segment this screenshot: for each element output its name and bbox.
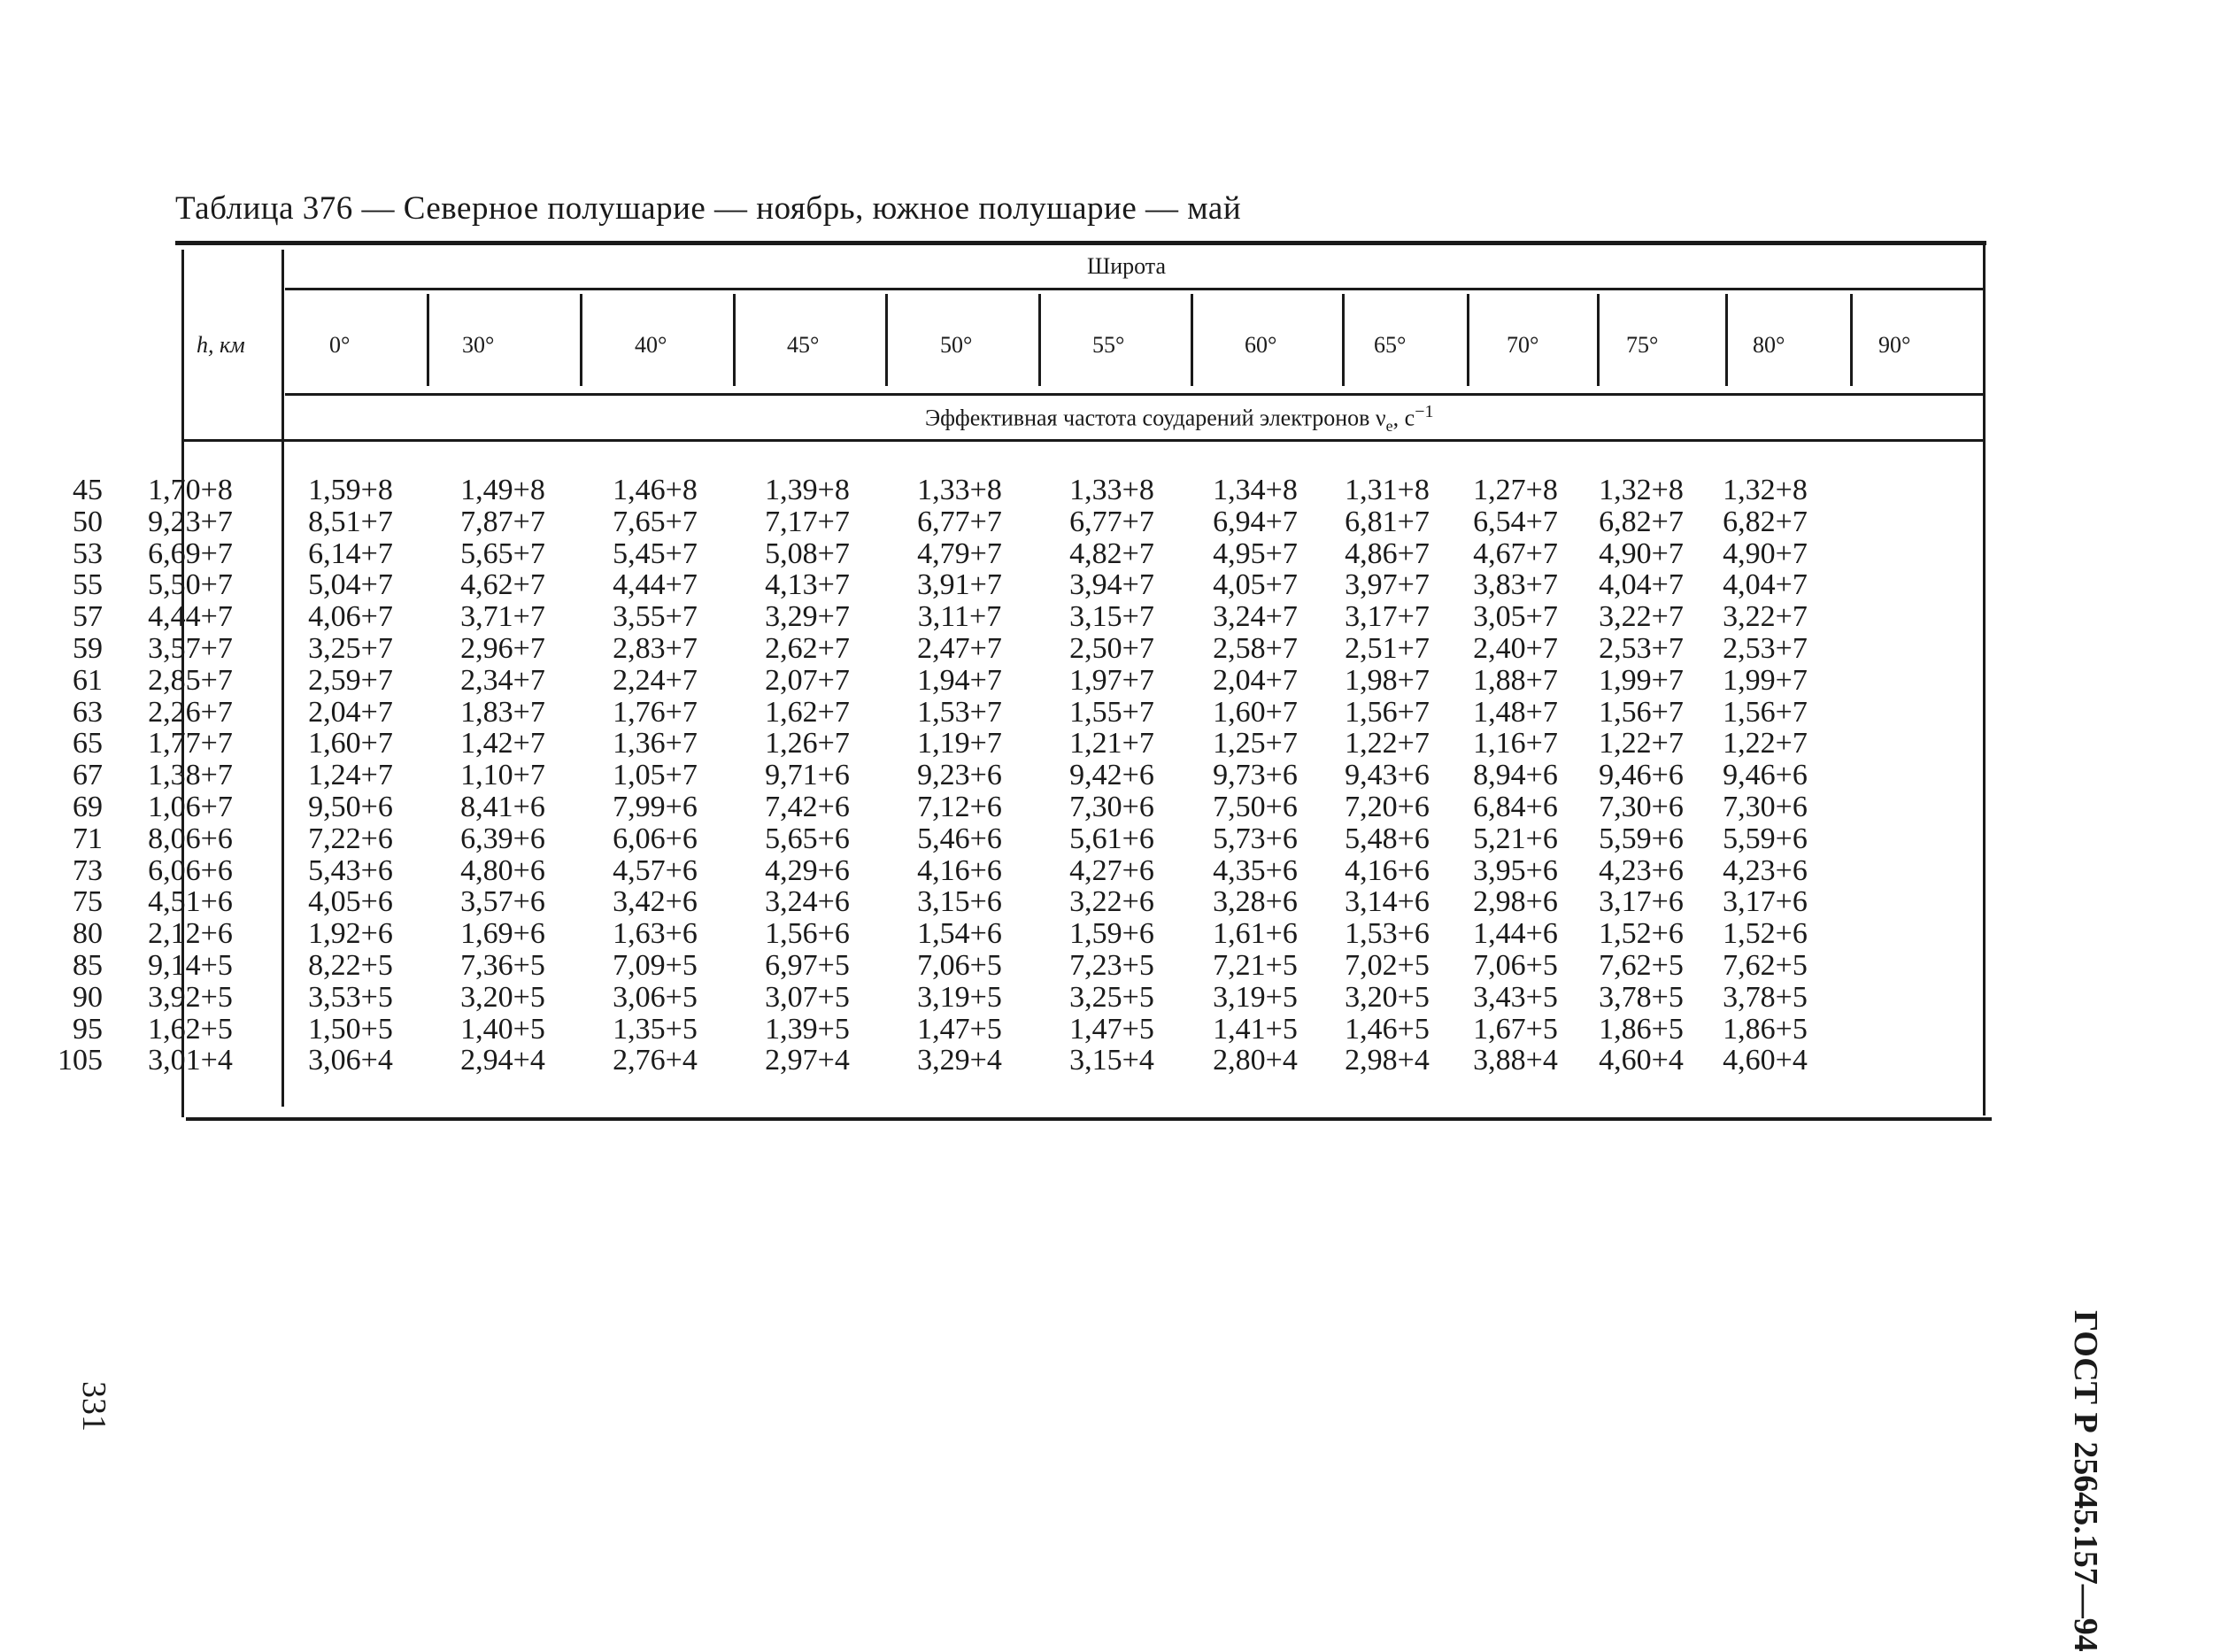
- value-cell: 6,77+7: [917, 505, 1002, 538]
- quantity-subscript: e: [1385, 416, 1393, 435]
- table-body: [0, 475, 1988, 1077]
- value-cell: 1,19+7: [917, 727, 1002, 760]
- value-cell: 1,52+6: [1723, 917, 1808, 951]
- value-cell: 1,63+6: [613, 917, 698, 951]
- value-cell: 1,05+7: [613, 759, 698, 792]
- value-cell: 3,15+6: [917, 885, 1002, 919]
- value-cell: 1,59+6: [1069, 917, 1154, 951]
- value-cell: 1,49+8: [460, 474, 545, 506]
- height-cell: 95: [73, 1012, 103, 1046]
- value-cell: 4,60+4: [1723, 1044, 1808, 1077]
- latitude-column-divider: [1191, 294, 1193, 386]
- value-cell: 4,23+6: [1723, 853, 1808, 887]
- value-cell: 2,98+6: [1473, 885, 1558, 919]
- value-cell: 7,62+5: [1723, 948, 1808, 982]
- value-cell: 2,07+7: [765, 663, 850, 697]
- latitude-column-divider: [1342, 294, 1345, 386]
- latitude-column-divider: [427, 294, 429, 386]
- value-cell: 2,76+4: [613, 1044, 698, 1077]
- height-cell: 53: [73, 537, 103, 570]
- value-cell: 1,55+7: [1069, 695, 1154, 729]
- latitude-header-cell: 55°: [1092, 332, 1125, 358]
- value-cell: 7,22+6: [308, 822, 393, 855]
- value-cell: 7,12+6: [917, 790, 1002, 823]
- value-cell: 9,43+6: [1345, 759, 1430, 792]
- value-cell: 1,32+8: [1723, 474, 1808, 506]
- value-cell: 2,26+7: [148, 695, 233, 729]
- value-cell: 3,24+7: [1213, 600, 1298, 634]
- value-cell: 4,04+7: [1723, 568, 1808, 602]
- value-cell: 1,56+7: [1345, 695, 1430, 729]
- value-cell: 1,59+8: [308, 474, 393, 506]
- value-cell: 3,29+7: [765, 600, 850, 634]
- value-cell: 5,21+6: [1473, 822, 1558, 855]
- value-cell: 3,17+7: [1345, 600, 1430, 634]
- value-cell: 4,86+7: [1345, 537, 1430, 570]
- value-cell: 4,90+7: [1599, 537, 1684, 570]
- value-cell: 3,29+4: [917, 1044, 1002, 1077]
- value-cell: 1,86+5: [1599, 1012, 1684, 1046]
- value-cell: 2,58+7: [1213, 631, 1298, 665]
- value-cell: 3,25+7: [308, 631, 393, 665]
- value-cell: 5,48+6: [1345, 822, 1430, 855]
- height-cell: 105: [58, 1044, 103, 1077]
- value-cell: 4,13+7: [765, 568, 850, 602]
- value-cell: 7,02+5: [1345, 948, 1430, 982]
- value-cell: 3,15+7: [1069, 600, 1154, 634]
- value-cell: 1,88+7: [1473, 663, 1558, 697]
- value-cell: 2,83+7: [613, 631, 698, 665]
- value-cell: 7,65+7: [613, 505, 698, 538]
- value-cell: 9,73+6: [1213, 759, 1298, 792]
- value-cell: 4,05+6: [308, 885, 393, 919]
- value-cell: 1,77+7: [148, 727, 233, 760]
- value-cell: 4,90+7: [1723, 537, 1808, 570]
- latitude-column-divider: [1850, 294, 1853, 386]
- value-cell: 3,20+5: [1345, 980, 1430, 1014]
- value-cell: 5,65+7: [460, 537, 545, 570]
- quantity-unit: , с: [1392, 405, 1415, 431]
- value-cell: 4,06+7: [308, 600, 393, 634]
- value-cell: 2,50+7: [1069, 631, 1154, 665]
- value-cell: 5,43+6: [308, 853, 393, 887]
- value-cell: 1,56+7: [1723, 695, 1808, 729]
- value-cell: 5,65+6: [765, 822, 850, 855]
- height-cell: 75: [73, 885, 103, 919]
- value-cell: 1,33+8: [917, 474, 1002, 506]
- value-cell: 4,60+4: [1599, 1044, 1684, 1077]
- value-cell: 1,39+5: [765, 1012, 850, 1046]
- value-cell: 1,62+5: [148, 1012, 233, 1046]
- value-cell: 3,17+6: [1723, 885, 1808, 919]
- value-cell: 3,06+4: [308, 1044, 393, 1077]
- header-rule-3: [181, 439, 1983, 442]
- table-bottom-rule: [186, 1117, 1992, 1121]
- value-cell: 6,39+6: [460, 822, 545, 855]
- value-cell: 5,46+6: [917, 822, 1002, 855]
- value-cell: 1,92+6: [308, 917, 393, 951]
- value-cell: 2,34+7: [460, 663, 545, 697]
- value-cell: 3,01+4: [148, 1044, 233, 1077]
- latitude-header-cell: 70°: [1507, 332, 1539, 358]
- value-cell: 1,99+7: [1723, 663, 1808, 697]
- value-cell: 1,61+6: [1213, 917, 1298, 951]
- value-cell: 7,20+6: [1345, 790, 1430, 823]
- height-cell: 61: [73, 663, 103, 697]
- value-cell: 2,62+7: [765, 631, 850, 665]
- value-cell: 8,94+6: [1473, 759, 1558, 792]
- value-cell: 3,83+7: [1473, 568, 1558, 602]
- value-cell: 7,21+5: [1213, 948, 1298, 982]
- height-cell: 55: [73, 568, 103, 602]
- value-cell: 2,97+4: [765, 1044, 850, 1077]
- value-cell: 2,98+4: [1345, 1044, 1430, 1077]
- value-cell: 3,57+7: [148, 631, 233, 665]
- value-cell: 1,33+8: [1069, 474, 1154, 506]
- value-cell: 1,69+6: [460, 917, 545, 951]
- value-cell: 1,16+7: [1473, 727, 1558, 760]
- value-cell: 3,24+6: [765, 885, 850, 919]
- value-cell: 9,71+6: [765, 759, 850, 792]
- value-cell: 1,10+7: [460, 759, 545, 792]
- quantity-label-text: Эффективная частота соударений электронов ν: [925, 405, 1386, 431]
- value-cell: 3,71+7: [460, 600, 545, 634]
- value-cell: 1,53+7: [917, 695, 1002, 729]
- value-cell: 3,91+7: [917, 568, 1002, 602]
- value-cell: 5,50+7: [148, 568, 233, 602]
- value-cell: 1,34+8: [1213, 474, 1298, 506]
- value-cell: 3,14+6: [1345, 885, 1430, 919]
- value-cell: 1,31+8: [1345, 474, 1430, 506]
- value-cell: 1,21+7: [1069, 727, 1154, 760]
- value-cell: 1,83+7: [460, 695, 545, 729]
- value-cell: 1,56+7: [1599, 695, 1684, 729]
- value-cell: 4,44+7: [613, 568, 698, 602]
- value-cell: 3,97+7: [1345, 568, 1430, 602]
- height-cell: 85: [73, 948, 103, 982]
- value-cell: 2,04+7: [308, 695, 393, 729]
- table-caption: Таблица 376 — Северное полушарие — ноябрь, южное полушарие — май: [175, 190, 1242, 227]
- value-cell: 2,12+6: [148, 917, 233, 951]
- value-cell: 2,53+7: [1599, 631, 1684, 665]
- value-cell: 1,46+5: [1345, 1012, 1430, 1046]
- value-cell: 3,78+5: [1599, 980, 1684, 1014]
- value-cell: 5,45+7: [613, 537, 698, 570]
- value-cell: 1,35+5: [613, 1012, 698, 1046]
- value-cell: 7,36+5: [460, 948, 545, 982]
- latitude-header-cell: 80°: [1753, 332, 1785, 358]
- value-cell: 1,06+7: [148, 790, 233, 823]
- header-rule-2: [285, 393, 1983, 396]
- latitude-column-divider: [733, 294, 736, 386]
- value-cell: 6,82+7: [1599, 505, 1684, 538]
- latitude-group-label: Широта: [1087, 253, 1167, 279]
- height-cell: 57: [73, 600, 103, 634]
- value-cell: 1,94+7: [917, 663, 1002, 697]
- value-cell: 2,53+7: [1723, 631, 1808, 665]
- value-cell: 1,52+6: [1599, 917, 1684, 951]
- value-cell: 6,54+7: [1473, 505, 1558, 538]
- latitude-column-divider: [1467, 294, 1469, 386]
- value-cell: 3,07+5: [765, 980, 850, 1014]
- value-cell: 2,94+4: [460, 1044, 545, 1077]
- value-cell: 9,23+7: [148, 505, 233, 538]
- value-cell: 1,86+5: [1723, 1012, 1808, 1046]
- value-cell: 4,16+6: [1345, 853, 1430, 887]
- value-cell: 2,59+7: [308, 663, 393, 697]
- document-code: ГОСТ Р 25645.157—94: [2067, 1310, 2104, 1652]
- value-cell: 7,30+6: [1723, 790, 1808, 823]
- latitude-header-cell: 60°: [1245, 332, 1277, 358]
- value-cell: 7,23+5: [1069, 948, 1154, 982]
- header-rule-1: [285, 288, 1983, 290]
- latitude-header-cell: 75°: [1626, 332, 1659, 358]
- value-cell: 6,82+7: [1723, 505, 1808, 538]
- value-cell: 3,19+5: [917, 980, 1002, 1014]
- latitude-header-cell: 65°: [1374, 332, 1407, 358]
- value-cell: 6,81+7: [1345, 505, 1430, 538]
- value-cell: 7,87+7: [460, 505, 545, 538]
- value-cell: 5,08+7: [765, 537, 850, 570]
- value-cell: 9,14+5: [148, 948, 233, 982]
- value-cell: 3,43+5: [1473, 980, 1558, 1014]
- value-cell: 3,17+6: [1599, 885, 1684, 919]
- value-cell: 4,51+6: [148, 885, 233, 919]
- value-cell: 1,48+7: [1473, 695, 1558, 729]
- value-cell: 3,42+6: [613, 885, 698, 919]
- value-cell: 9,42+6: [1069, 759, 1154, 792]
- value-cell: 2,96+7: [460, 631, 545, 665]
- value-cell: 1,97+7: [1069, 663, 1154, 697]
- height-cell: 67: [73, 759, 103, 792]
- value-cell: 1,44+6: [1473, 917, 1558, 951]
- latitude-header-cell: 45°: [787, 332, 820, 358]
- value-cell: 9,23+6: [917, 759, 1002, 792]
- value-cell: 3,25+5: [1069, 980, 1154, 1014]
- value-cell: 3,19+5: [1213, 980, 1298, 1014]
- page-number: 331: [75, 1381, 112, 1432]
- latitude-header-cell: 0°: [329, 332, 351, 358]
- value-cell: 8,22+5: [308, 948, 393, 982]
- value-cell: 4,57+6: [613, 853, 698, 887]
- h-column-label: h, км: [197, 332, 245, 358]
- value-cell: 6,84+6: [1473, 790, 1558, 823]
- value-cell: 3,05+7: [1473, 600, 1558, 634]
- value-cell: 5,04+7: [308, 568, 393, 602]
- value-cell: 1,99+7: [1599, 663, 1684, 697]
- latitude-column-divider: [580, 294, 582, 386]
- value-cell: 1,47+5: [917, 1012, 1002, 1046]
- value-cell: 4,23+6: [1599, 853, 1684, 887]
- value-cell: 6,06+6: [148, 853, 233, 887]
- value-cell: 1,50+5: [308, 1012, 393, 1046]
- value-cell: 1,22+7: [1599, 727, 1684, 760]
- value-cell: 3,22+6: [1069, 885, 1154, 919]
- value-cell: 6,97+5: [765, 948, 850, 982]
- value-cell: 4,29+6: [765, 853, 850, 887]
- value-cell: 9,46+6: [1599, 759, 1684, 792]
- value-cell: 1,40+5: [460, 1012, 545, 1046]
- value-cell: 7,62+5: [1599, 948, 1684, 982]
- latitude-column-divider: [1725, 294, 1728, 386]
- value-cell: 2,24+7: [613, 663, 698, 697]
- quantity-unit-exponent: −1: [1415, 402, 1434, 421]
- value-cell: 7,30+6: [1069, 790, 1154, 823]
- value-cell: 4,44+7: [148, 600, 233, 634]
- value-cell: 2,47+7: [917, 631, 1002, 665]
- value-cell: 3,15+4: [1069, 1044, 1154, 1077]
- value-cell: 3,78+5: [1723, 980, 1808, 1014]
- value-cell: 1,56+6: [765, 917, 850, 951]
- value-cell: 1,54+6: [917, 917, 1002, 951]
- value-cell: 6,77+7: [1069, 505, 1154, 538]
- value-cell: 2,04+7: [1213, 663, 1298, 697]
- value-cell: 7,06+5: [917, 948, 1002, 982]
- latitude-column-divider: [1597, 294, 1600, 386]
- value-cell: 1,27+8: [1473, 474, 1558, 506]
- value-cell: 5,73+6: [1213, 822, 1298, 855]
- value-cell: 3,06+5: [613, 980, 698, 1014]
- height-cell: 63: [73, 695, 103, 729]
- height-cell: 71: [73, 822, 103, 855]
- value-cell: 7,50+6: [1213, 790, 1298, 823]
- value-cell: 3,95+6: [1473, 853, 1558, 887]
- value-cell: 1,36+7: [613, 727, 698, 760]
- value-cell: 4,82+7: [1069, 537, 1154, 570]
- value-cell: 4,95+7: [1213, 537, 1298, 570]
- value-cell: 6,14+7: [308, 537, 393, 570]
- value-cell: 8,41+6: [460, 790, 545, 823]
- height-cell: 45: [73, 474, 103, 506]
- value-cell: 3,53+5: [308, 980, 393, 1014]
- value-cell: 9,46+6: [1723, 759, 1808, 792]
- value-cell: 7,30+6: [1599, 790, 1684, 823]
- value-cell: 4,67+7: [1473, 537, 1558, 570]
- value-cell: 2,85+7: [148, 663, 233, 697]
- value-cell: 1,26+7: [765, 727, 850, 760]
- value-cell: 7,42+6: [765, 790, 850, 823]
- value-cell: 3,55+7: [613, 600, 698, 634]
- value-cell: 3,11+7: [917, 600, 1002, 634]
- value-cell: 1,24+7: [308, 759, 393, 792]
- value-cell: 1,38+7: [148, 759, 233, 792]
- value-cell: 4,04+7: [1599, 568, 1684, 602]
- latitude-column-divider: [885, 294, 888, 386]
- value-cell: 4,27+6: [1069, 853, 1154, 887]
- value-cell: 1,70+8: [148, 474, 233, 506]
- value-cell: 4,79+7: [917, 537, 1002, 570]
- value-cell: 1,32+8: [1599, 474, 1684, 506]
- value-cell: 3,28+6: [1213, 885, 1298, 919]
- height-cell: 73: [73, 853, 103, 887]
- value-cell: 3,94+7: [1069, 568, 1154, 602]
- value-cell: 3,88+4: [1473, 1044, 1558, 1077]
- latitude-column-divider: [1038, 294, 1041, 386]
- height-cell: 90: [73, 980, 103, 1014]
- value-cell: 6,94+7: [1213, 505, 1298, 538]
- value-cell: 5,61+6: [1069, 822, 1154, 855]
- value-cell: 1,46+8: [613, 474, 698, 506]
- value-cell: 9,50+6: [308, 790, 393, 823]
- value-cell: 3,92+5: [148, 980, 233, 1014]
- height-cell: 59: [73, 631, 103, 665]
- value-cell: 1,42+7: [460, 727, 545, 760]
- height-cell: 65: [73, 727, 103, 760]
- value-cell: 5,59+6: [1723, 822, 1808, 855]
- value-cell: 3,22+7: [1723, 600, 1808, 634]
- height-cell: 69: [73, 790, 103, 823]
- value-cell: 1,60+7: [1213, 695, 1298, 729]
- value-cell: 3,57+6: [460, 885, 545, 919]
- value-cell: 1,22+7: [1345, 727, 1430, 760]
- value-cell: 1,60+7: [308, 727, 393, 760]
- latitude-header-cell: 90°: [1878, 332, 1911, 358]
- quantity-label: [925, 402, 1433, 436]
- value-cell: 1,39+8: [765, 474, 850, 506]
- value-cell: 1,98+7: [1345, 663, 1430, 697]
- value-cell: 7,17+7: [765, 505, 850, 538]
- value-cell: 8,06+6: [148, 822, 233, 855]
- value-cell: 7,09+5: [613, 948, 698, 982]
- value-cell: 4,05+7: [1213, 568, 1298, 602]
- value-cell: 4,62+7: [460, 568, 545, 602]
- value-cell: 1,62+7: [765, 695, 850, 729]
- value-cell: 1,53+6: [1345, 917, 1430, 951]
- value-cell: 2,40+7: [1473, 631, 1558, 665]
- value-cell: 3,20+5: [460, 980, 545, 1014]
- value-cell: 1,76+7: [613, 695, 698, 729]
- value-cell: 3,22+7: [1599, 600, 1684, 634]
- value-cell: 1,47+5: [1069, 1012, 1154, 1046]
- value-cell: 2,51+7: [1345, 631, 1430, 665]
- value-cell: 4,80+6: [460, 853, 545, 887]
- latitude-header-cell: 30°: [462, 332, 495, 358]
- value-cell: 6,69+7: [148, 537, 233, 570]
- value-cell: 5,59+6: [1599, 822, 1684, 855]
- value-cell: 1,25+7: [1213, 727, 1298, 760]
- latitude-header-cell: 40°: [635, 332, 667, 358]
- value-cell: 4,35+6: [1213, 853, 1298, 887]
- value-cell: 6,06+6: [613, 822, 698, 855]
- value-cell: 7,99+6: [613, 790, 698, 823]
- value-cell: 8,51+7: [308, 505, 393, 538]
- value-cell: 1,41+5: [1213, 1012, 1298, 1046]
- value-cell: 1,22+7: [1723, 727, 1808, 760]
- latitude-header-cell: 50°: [940, 332, 973, 358]
- value-cell: 1,67+5: [1473, 1012, 1558, 1046]
- height-cell: 50: [73, 505, 103, 538]
- height-cell: 80: [73, 917, 103, 951]
- value-cell: 4,16+6: [917, 853, 1002, 887]
- value-cell: 2,80+4: [1213, 1044, 1298, 1077]
- value-cell: 7,06+5: [1473, 948, 1558, 982]
